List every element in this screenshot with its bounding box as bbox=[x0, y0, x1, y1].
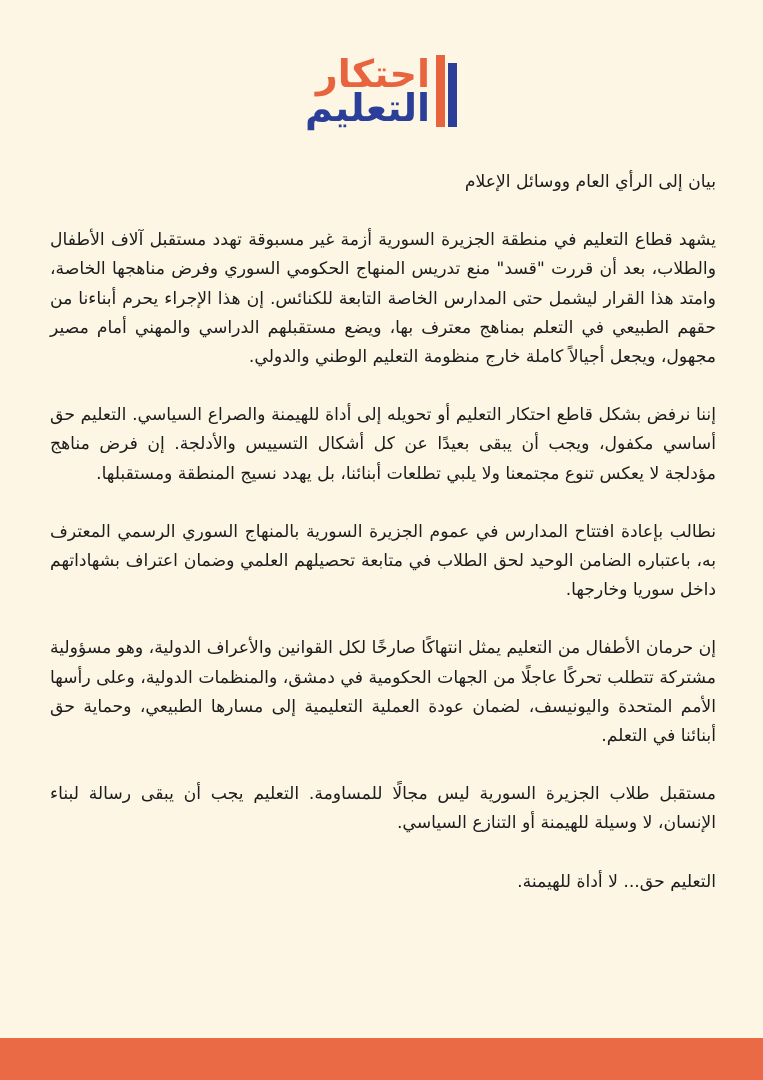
statement-paragraph-5: مستقبل طلاب الجزيرة السورية ليس مجالًا للمساومة. التعليم يجب أن يبقى رسالة لبناء الإنسان، لا وسيلة للهيمنة أو التنازع السياسي. bbox=[50, 784, 716, 834]
logo-line-1: احتكار bbox=[315, 51, 431, 96]
statement-closing: التعليم حق... لا أداة للهيمنة. bbox=[517, 871, 716, 892]
statement-paragraph-3: نطالب بإعادة افتتاح المدارس في عموم الجزيرة السورية بالمنهاج السوري الرسمي المعترف به، باعتباره الضامن الوحيد لحق الطلاب في متابعة تحصيلهم العلمي وضمان اعتراف بشهاداتهم داخل سوريا وخارجها. bbox=[50, 521, 716, 601]
logo-text bbox=[304, 51, 431, 130]
logo-bar-orange bbox=[436, 55, 445, 127]
logo-mark-icon bbox=[436, 55, 458, 127]
statement-paragraph-1: يشهد قطاع التعليم في منطقة الجزيرة السورية أزمة غير مسبوقة تهدد مستقبل آلاف الأطفال والطلاب، بعد أن قررت "قسد" منع تدريس المنهاج الحكومي السوري وفرض مناهجها الخاصة، وامتد هذا القرار ليشمل حتى المدارس الخاصة التابعة للكنائس. إن هذا الإجراء يحرم أبناءنا من حقهم الطبيعي في التعلم بمناهج معترف بها، ويضع مستقبلهم الدراسي والمهني أمام مصير مجهول، ويجعل أجيالاً كاملة خارج منظومة التعليم الوطني والدولي. bbox=[50, 230, 716, 368]
footer-bar bbox=[0, 1038, 763, 1080]
logo-group bbox=[304, 51, 458, 130]
statement-body bbox=[50, 168, 716, 926]
statement-heading: بيان إلى الرأي العام ووسائل الإعلام bbox=[464, 172, 716, 192]
logo-line-2: التعليم bbox=[304, 86, 431, 130]
logo-bar-blue bbox=[448, 63, 457, 127]
statement-paragraph-2: إننا نرفض بشكل قاطع احتكار التعليم أو تحويله إلى أداة للهيمنة والصراع السياسي. التعليم حق أساسي مكفول، ويجب أن يبقى بعيدًا عن كل أشكال التسييس والأدلجة. إن فرض مناهج مؤدلجة لا يعكس تنوع مجتمعنا ولا يلبي تطلعات أبنائنا، بل يهدد نسيج المنطقة ومستقبلها. bbox=[50, 405, 716, 484]
statement-paragraph-4: إن حرمان الأطفال من التعليم يمثل انتهاكًا صارخًا لكل القوانين والأعراف الدولية، وهو مسؤولية مشتركة تتطلب تحركًا عاجلًا من الجهات الحكومية في دمشق، والمنظمات الدولية، وعلى رأسها الأمم المتحدة واليونيسف، لضمان عودة العملية التعليمية إلى مسارها الطبيعي، وحماية حق أبنائنا في التعلم. bbox=[50, 638, 716, 747]
logo bbox=[0, 51, 763, 130]
